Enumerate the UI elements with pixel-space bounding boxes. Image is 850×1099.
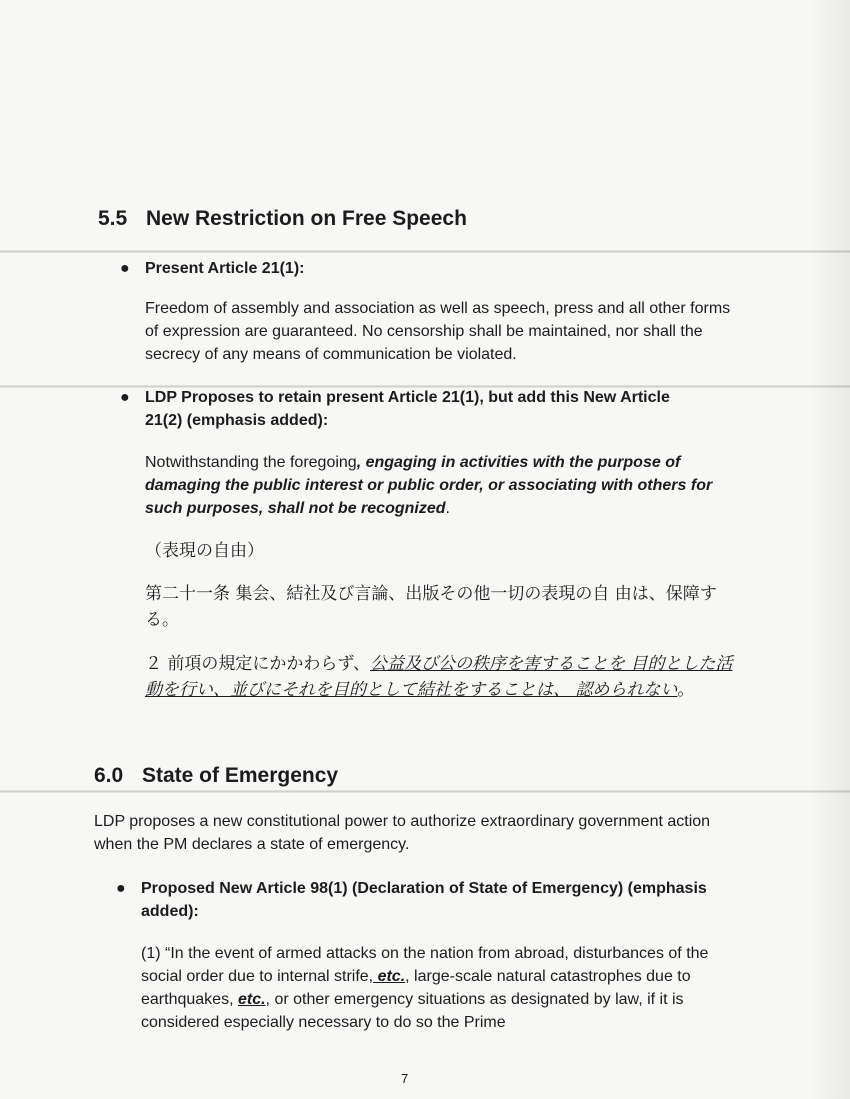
paper-crease: [0, 790, 850, 793]
quote-part: , or other emergency situations as designated by law, if it is considered especially necessary to do so the Prime: [141, 991, 684, 1031]
bullet-ldp-proposal: [120, 386, 710, 432]
page-number: 7: [401, 1071, 409, 1086]
quote-part: (1) “In the event of armed attacks on the nation from abroad, disturbances of the social order due to internal strife,: [141, 945, 709, 985]
section-title: New Restriction on Free Speech: [146, 207, 467, 230]
etc-emphasis: etc.: [373, 968, 406, 985]
section-heading-6-0: [94, 764, 338, 788]
text-emphasis: , engaging in activities with the purpose of damaging the public interest or public order, or associating with others for such purposes, shall not be recognized: [145, 454, 713, 517]
section-6-intro: LDP proposes a new constitutional power to authorize extraordinary government action when the PM declares a state of emergency.: [94, 813, 711, 853]
text-plain: Notwithstanding the foregoing: [145, 454, 357, 471]
jp-heading: （表現の自由）: [145, 541, 264, 561]
article-21-2-text: [145, 451, 725, 520]
jp-emphasis: 公益及び公の秩序を害することを 目的とした活動を行い、並びにそれを目的として結社をすることは、 認められない: [145, 654, 733, 700]
jp-article-21-1: 第二十一条 集会、結社及び言論、出版その他一切の表現の自 由は、保障する。: [145, 584, 717, 630]
bullet-icon: ●: [116, 880, 126, 897]
jp-plain: ２ 前項の規定にかかわらず、: [145, 654, 371, 674]
bullet-present-article: [120, 257, 745, 280]
jp-article-21-2: [145, 651, 745, 703]
article-98-quote: [141, 942, 721, 1034]
etc-emphasis: etc.: [237, 991, 266, 1008]
bullet-label: Proposed New Article 98(1) (Declaration of State of Emergency) (emphasis added):: [141, 880, 707, 920]
page-edge-shadow: [810, 0, 850, 1099]
bullet-icon: ●: [120, 389, 130, 406]
section-number: 5.5: [98, 207, 128, 230]
text-end: .: [445, 500, 450, 517]
bullet-icon: ●: [120, 260, 130, 277]
article-21-1-text: Freedom of assembly and association as well as speech, press and all other forms of expression are guaranteed. No censorship shall be maintained, nor shall the secrecy of any means of communication be violated.: [145, 300, 731, 363]
jp-end: 。: [677, 680, 695, 700]
section-heading-5-5: [98, 207, 467, 231]
section-title: State of Emergency: [142, 764, 339, 787]
section-number: 6.0: [94, 764, 124, 787]
paper-crease: [0, 250, 850, 253]
bullet-label: Present Article 21(1):: [145, 260, 305, 277]
bullet-article-98: [116, 877, 731, 923]
bullet-label: LDP Proposes to retain present Article 21(1), but add this New Article 21(2) (emphasis added):: [145, 389, 670, 429]
quote-part: , large-scale natural catastrophes due to earthquakes,: [141, 968, 691, 1008]
